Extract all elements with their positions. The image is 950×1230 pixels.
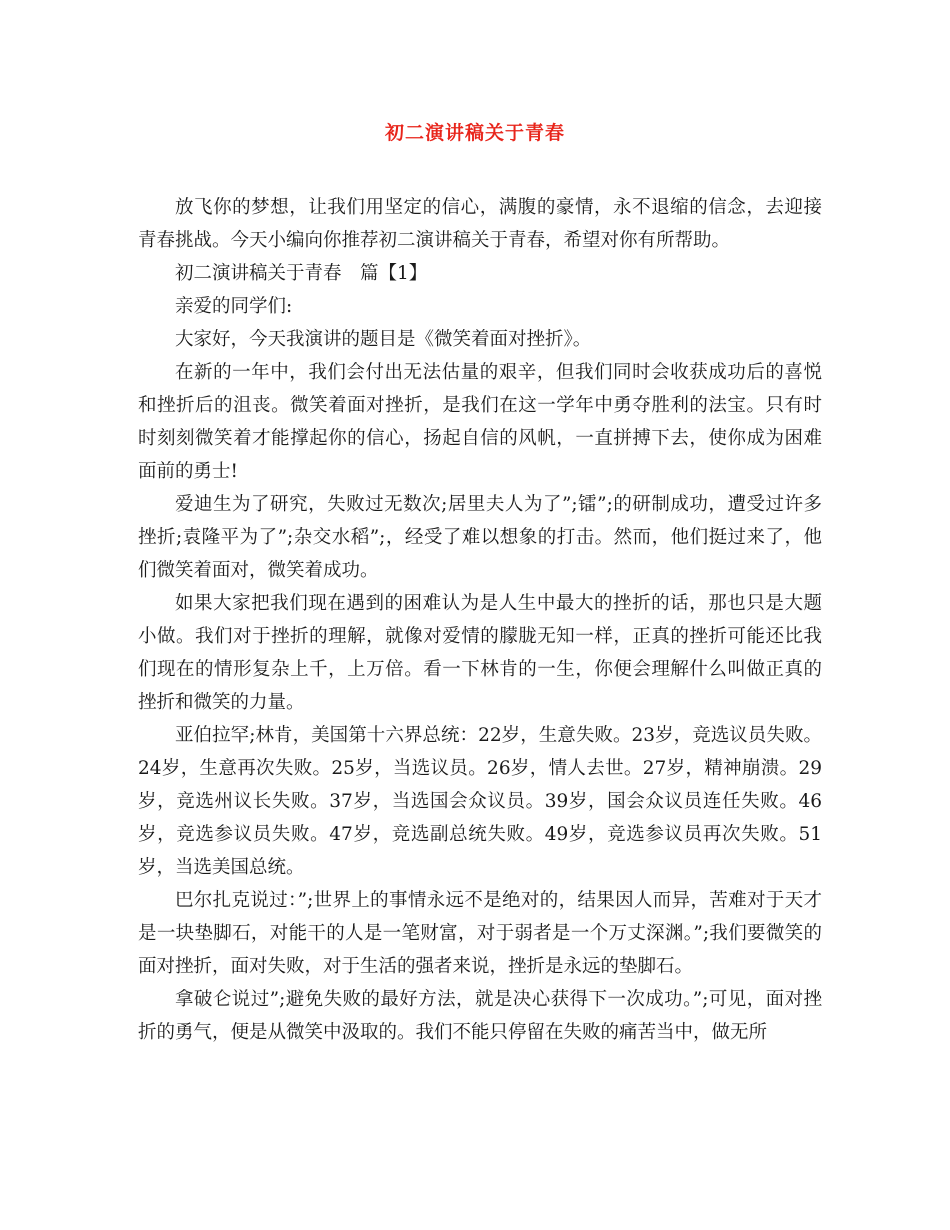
section-heading: 初二演讲稿关于青春 篇【1】 (175, 263, 428, 284)
document-title: 初二演讲稿关于青春 (384, 122, 565, 144)
body-paragraph: 如果大家把我们现在遇到的困难认为是人生中最大的挫折的话，那也只是大题小做。我们对于挫折的理解，就像对爱情的朦胧无知一样，正真的挫折可能还比我们现在的情形复杂上千，上万倍。看一下林肯的一生，你便会理解什么叫做正真的挫折和微笑的力量。 (138, 593, 822, 713)
body-paragraph: 亚伯拉罕;林肯，美国第十六界总统：22岁，生意失败。23岁，竞选议员失败。24岁，生意再次失败。25岁，当选议员。26岁，情人去世。27岁，精神崩溃。29岁，竞选州议长失败。37岁，当选国会众议员。39岁，国会众议员连任失败。46岁，竞选参议员失败。47岁，竞选副总统失败。49岁，竞选参议员再次失败。51岁，当选美国总统。 (138, 725, 822, 878)
body-paragraph: 巴尔扎克说过：”;世界上的事情永远不是绝对的，结果因人而异，苦难对于天才是一块垫脚石，对能干的人是一笔财富，对于弱者是一个万丈深渊。”;我们要微笑的面对挫折，面对失败，对于生活的强者来说，挫折是永远的垫脚石。 (138, 890, 822, 977)
salutation: 亲爱的同学们: (175, 296, 293, 317)
intro-paragraph: 放飞你的梦想，让我们用坚定的信心，满腹的豪情，永不退缩的信念，去迎接青春挑战。今天小编向你推荐初二演讲稿关于青春，希望对你有所帮助。 (138, 197, 822, 251)
body-paragraph: 在新的一年中，我们会付出无法估量的艰辛，但我们同时会收获成功后的喜悦和挫折后的沮丧。微笑着面对挫折，是我们在这一学年中勇夺胜利的法宝。只有时时刻刻微笑着才能撑起你的信心，扬起自信的风帆，一直拼搏下去，使你成为困难面前的勇士! (138, 362, 822, 482)
body-paragraph: 拿破仑说过”;避免失败的最好方法，就是决心获得下一次成功。”;可见，面对挫折的勇气，便是从微笑中汲取的。我们不能只停留在失败的痛苦当中，做无所 (138, 989, 822, 1043)
greeting-paragraph: 大家好，今天我演讲的题目是《微笑着面对挫折》。 (175, 329, 592, 350)
body-paragraph: 爱迪生为了研究，失败过无数次;居里夫人为了”;镭”;的研制成功，遭受过许多挫折;袁隆平为了”;杂交水稻”;，经受了难以想象的打击。然而，他们挺过来了，他们微笑着面对，微笑着成功。 (138, 494, 822, 581)
document-body (138, 191, 822, 1049)
